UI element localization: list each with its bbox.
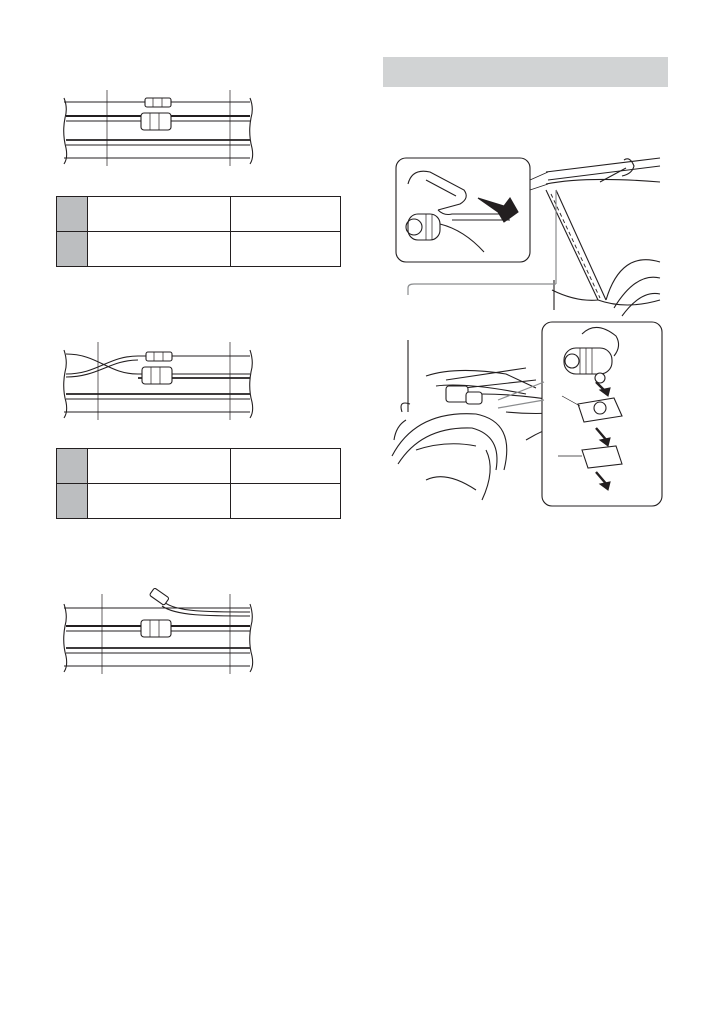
microphone-clip-detail-figure: [396, 158, 530, 262]
table-row: [57, 449, 341, 484]
table-key-cell: [57, 449, 88, 484]
connection-table-2: [56, 448, 341, 519]
table-cell: [231, 197, 341, 232]
harness-connector-straight-figure: [58, 88, 258, 166]
connection-table-1: [56, 196, 341, 267]
table-row: [57, 484, 341, 519]
table-key-cell: [57, 232, 88, 267]
table-cell: [88, 449, 231, 484]
harness-connector-antenna-figure: [58, 588, 258, 674]
table-cell: [88, 484, 231, 519]
table-cell: [231, 484, 341, 519]
table-row: [57, 232, 341, 267]
table-key-cell: [57, 197, 88, 232]
section-header-bar: [383, 57, 668, 87]
harness-connector-crossed-figure: [58, 340, 258, 420]
table-row: [57, 197, 341, 232]
table-cell: [88, 197, 231, 232]
table-cell: [231, 232, 341, 267]
microphone-mounting-detail-figure: [542, 322, 662, 506]
table-cell: [88, 232, 231, 267]
table-key-cell: [57, 484, 88, 519]
table-cell: [231, 449, 341, 484]
